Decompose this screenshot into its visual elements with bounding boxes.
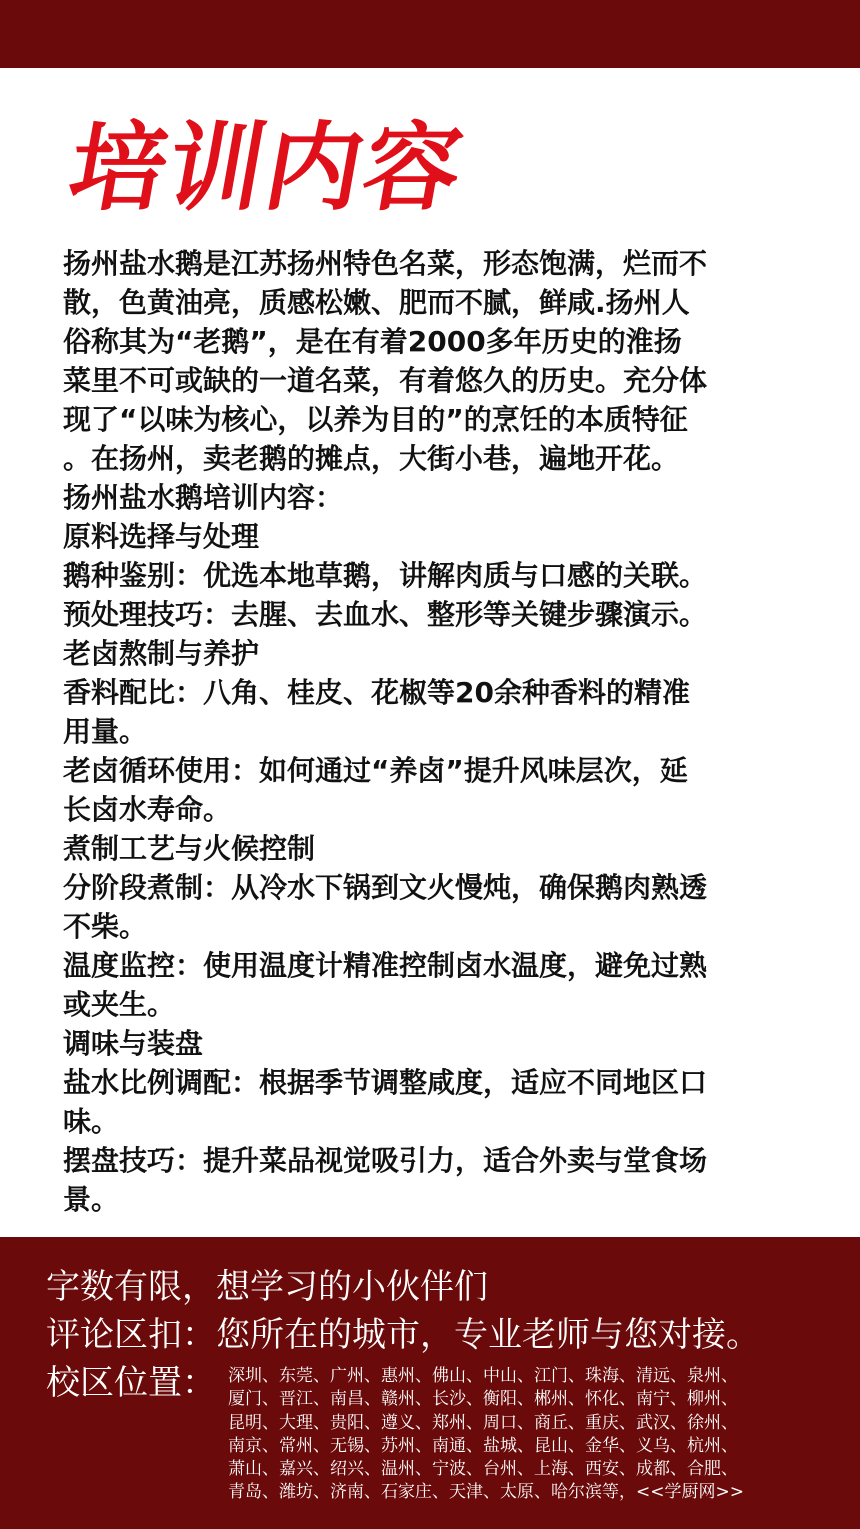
city-line: 昆明、大理、贵阳、遵义、郑州、周口、商丘、重庆、武汉、徐州、 <box>228 1412 738 1433</box>
body-line: 盐水比例调配：根据季节调整咸度，适应不同地区口 <box>63 1066 708 1099</box>
promo-line-1: 字数有限，想学习的小伙伴们 <box>46 1267 488 1307</box>
promo-line-2: 评论区扣：您所在的城市，专业老师与您对接。 <box>46 1315 760 1355</box>
body-line: 现了“以味为核心，以养为目的”的烹饪的本质特征 <box>63 403 688 436</box>
city-line: 萧山、嘉兴、绍兴、温州、宁波、台州、上海、西安、成都、合肥、 <box>228 1459 738 1480</box>
section-heading: 调味与装盘 <box>63 1027 204 1060</box>
section-heading: 煮制工艺与火候控制 <box>63 832 316 865</box>
body-line: 散，色黄油亮，质感松嫩、肥而不腻，鲜咸.扬州人 <box>63 286 690 319</box>
body-line: 或夹生。 <box>63 988 176 1021</box>
body-line: 分阶段煮制：从冷水下锅到文火慢炖，确保鹅肉熟透 <box>63 871 708 904</box>
body-line: 摆盘技巧：提升菜品视觉吸引力，适合外卖与堂食场 <box>63 1144 708 1177</box>
campus-label: 校区位置： <box>46 1363 216 1403</box>
body-line: 。在扬州，卖老鹅的摊点，大街小巷，遍地开花。 <box>63 442 680 475</box>
body-line: 扬州盐水鹅是江苏扬州特色名菜，形态饱满，烂而不 <box>63 247 708 280</box>
page-title: 培训内容 <box>60 112 473 224</box>
body-line: 长卤水寿命。 <box>63 793 232 826</box>
body-line: 俗称其为“老鹅”，是在有着2000多年历史的淮扬 <box>63 325 682 358</box>
section-heading: 老卤熬制与养护 <box>63 637 260 670</box>
footer-banner <box>0 1237 860 1529</box>
city-line: 厦门、晋江、南昌、赣州、长沙、衡阳、郴州、怀化、南宁、柳州、 <box>228 1389 738 1410</box>
body-line: 温度监控：使用温度计精准控制卤水温度，避免过熟 <box>63 949 708 982</box>
body-line: 预处理技巧：去腥、去血水、整形等关键步骤演示。 <box>63 598 708 631</box>
body-line: 老卤循环使用：如何通过“养卤”提升风味层次，延 <box>63 754 688 787</box>
article-body <box>63 244 803 1219</box>
body-line: 味。 <box>63 1105 120 1138</box>
body-line: 鹅种鉴别：优选本地草鹅，讲解肉质与口感的关联。 <box>63 559 708 592</box>
city-line: 南京、常州、无锡、苏州、南通、盐城、昆山、金华、义乌、杭州、 <box>228 1435 738 1456</box>
body-line: 菜里不可或缺的一道名菜，有着悠久的历史。充分体 <box>63 364 708 397</box>
section-intro: 扬州盐水鹅培训内容： <box>63 481 344 514</box>
top-banner <box>0 0 860 68</box>
body-line: 不柴。 <box>63 910 148 943</box>
body-line: 景。 <box>63 1183 120 1216</box>
city-line: 青岛、潍坊、济南、石家庄、天津、太原、哈尔滨等，<<学厨网>> <box>228 1482 744 1503</box>
city-line: 深圳、东莞、广州、惠州、佛山、中山、江门、珠海、清远、泉州、 <box>228 1366 738 1386</box>
section-heading: 原料选择与处理 <box>63 520 260 553</box>
campus-city-list <box>228 1365 828 1505</box>
body-line: 用量。 <box>63 715 148 748</box>
body-line: 香料配比：八角、桂皮、花椒等20余种香料的精准 <box>63 676 690 709</box>
